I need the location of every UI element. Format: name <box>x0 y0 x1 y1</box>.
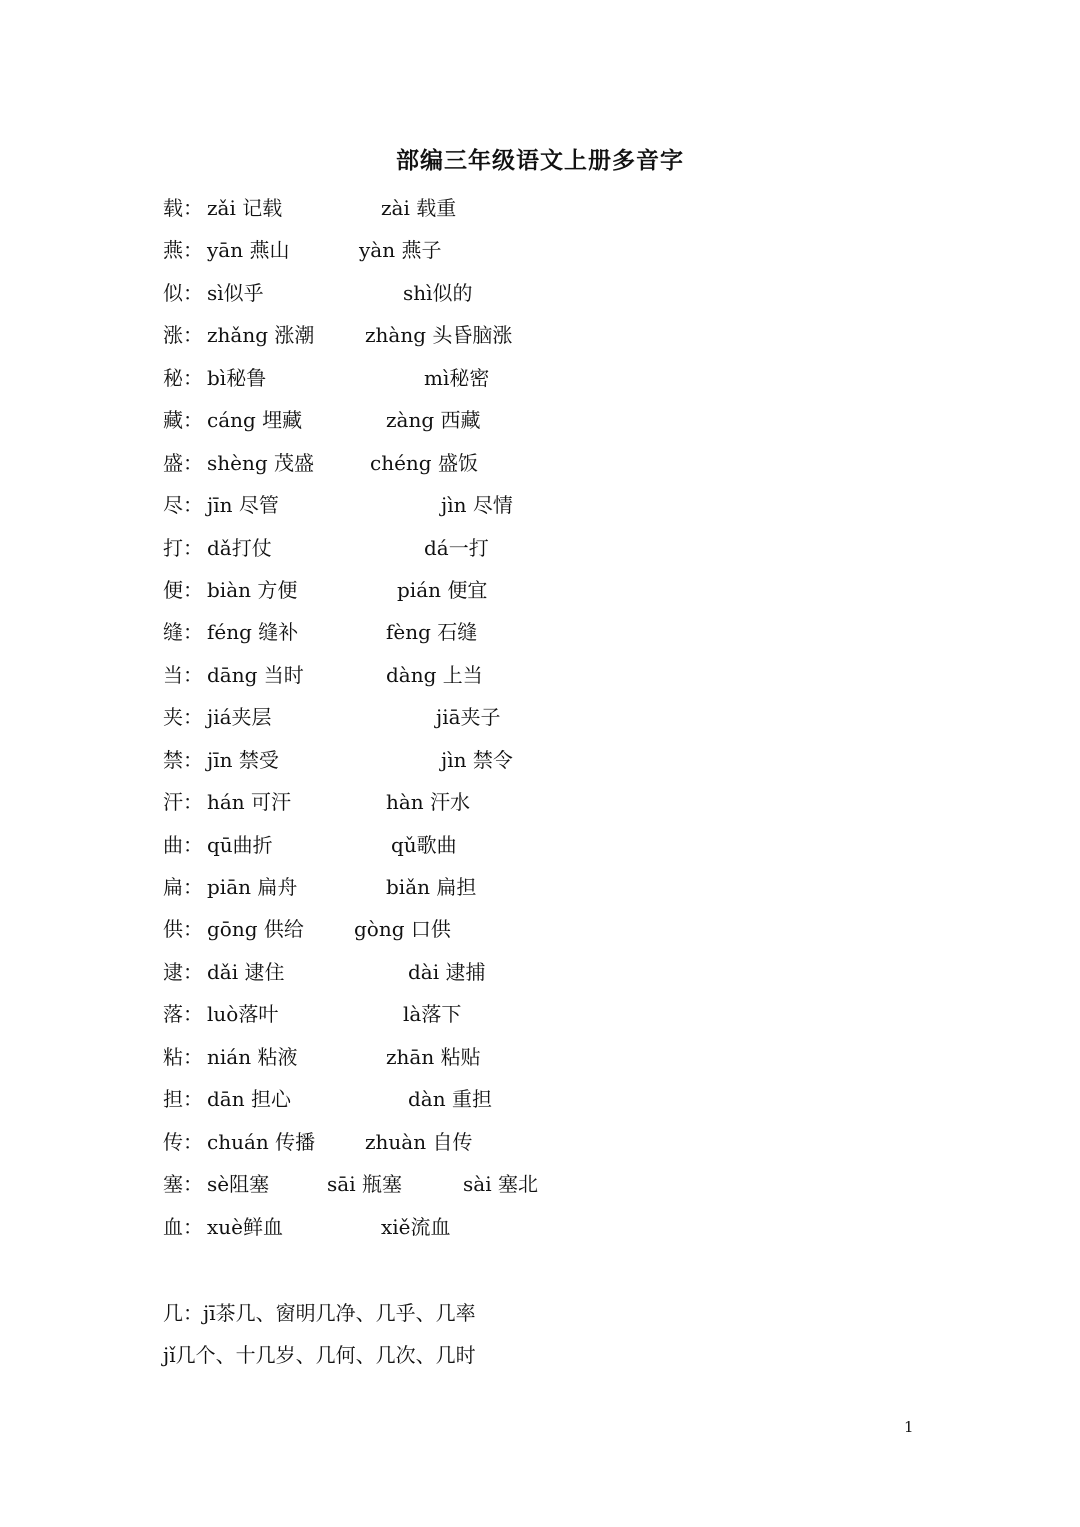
entry-reading-2: zhān 粘贴 <box>386 1044 481 1069</box>
entry-reading-2: dài 逮捕 <box>408 959 486 984</box>
entry-row <box>163 1121 923 1163</box>
entry-character: 粘： <box>163 1044 203 1069</box>
entry-reading-2: dàn 重担 <box>408 1087 492 1112</box>
entry-reading-1: gōng 供给 <box>207 917 304 942</box>
entry-reading-2: dá一打 <box>424 535 489 560</box>
entry-reading-1: jīn 尽管 <box>207 493 279 518</box>
entry-character: 盛： <box>163 450 203 475</box>
entry-character: 尽： <box>163 493 203 518</box>
entry-reading-1: shèng 茂盛 <box>207 450 315 475</box>
entry-reading-1: sì似乎 <box>207 280 264 305</box>
entry-row <box>163 1078 923 1120</box>
entry-reading-1: sè阻塞 <box>207 1172 270 1197</box>
entry-reading-2: hàn 汗水 <box>386 790 471 815</box>
entry-reading-2: gòng 口供 <box>354 917 451 942</box>
entry-character: 汗： <box>163 790 203 815</box>
entry-row <box>163 781 923 823</box>
entry-reading-1: féng 缝补 <box>207 620 299 645</box>
entry-reading-1: yān 燕山 <box>207 238 290 263</box>
entry-row <box>163 187 923 229</box>
entry-row <box>163 951 923 993</box>
entry-reading-1: piān 扁舟 <box>207 875 298 899</box>
entry-character: 逮： <box>163 959 203 984</box>
entry-reading-1: dǎ打仗 <box>207 535 272 560</box>
entry-character: 传： <box>163 1129 203 1154</box>
entry-character: 载： <box>163 196 203 220</box>
entry-character: 扁： <box>163 875 203 899</box>
entry-row <box>163 229 923 271</box>
entry-reading-2: mì秘密 <box>424 365 490 390</box>
entry-character: 燕： <box>163 238 203 263</box>
entry-character: 血： <box>163 1214 203 1239</box>
entry-row <box>163 611 923 653</box>
entry-row <box>163 1206 923 1248</box>
entry-character: 似： <box>163 280 203 305</box>
entry-character: 缝： <box>163 620 203 645</box>
ji-line-2: jǐ几个、十几岁、几何、几次、几时 <box>163 1343 476 1367</box>
entry-row <box>163 696 923 738</box>
page-number: 1 <box>904 1418 914 1436</box>
entry-reading-1: zǎi 记载 <box>207 196 283 220</box>
entry-reading-1: chuán 传播 <box>207 1129 316 1154</box>
entry-reading-2: xiě流血 <box>381 1214 451 1239</box>
entry-reading-2: yàn 燕子 <box>359 238 442 263</box>
entry-character: 落： <box>163 1002 203 1027</box>
entry-reading-2: zàng 西藏 <box>386 408 481 433</box>
entry-reading-2: shì似的 <box>403 280 473 305</box>
entry-reading-1: jīn 禁受 <box>207 747 279 772</box>
entry-row <box>163 357 923 399</box>
entry-row <box>163 399 923 441</box>
entry-character: 塞： <box>163 1172 203 1197</box>
ji-line-1: 几：jī茶几、窗明几净、几乎、几率 <box>163 1301 476 1325</box>
entry-reading-1: nián 粘液 <box>207 1044 298 1069</box>
entry-character: 藏： <box>163 408 203 433</box>
entry-character: 便： <box>163 577 203 602</box>
entry-reading-1: bì秘鲁 <box>207 365 267 390</box>
entry-reading-2: zhàng 头昏脑涨 <box>365 323 513 348</box>
entry-reading-2: là落下 <box>403 1002 462 1027</box>
entry-reading-1: hán 可汗 <box>207 790 292 815</box>
entry-reading-1: dǎi 逮住 <box>207 959 285 984</box>
entry-character: 禁： <box>163 747 203 772</box>
entry-character: 涨： <box>163 323 203 348</box>
entry-row <box>163 272 923 314</box>
entry-character: 打： <box>163 535 203 560</box>
entry-reading-2: biǎn 扁担 <box>386 875 477 899</box>
entry-reading-2: zhuàn 自传 <box>365 1129 473 1154</box>
entry-reading-1: zhǎng 涨潮 <box>207 323 315 348</box>
entry-reading-1: dāng 当时 <box>207 662 304 687</box>
entry-reading-2: pián 便宜 <box>397 577 488 602</box>
entry-row <box>163 993 923 1035</box>
page-title: 部编三年级语文上册多音字 <box>396 147 684 174</box>
entry-row <box>163 824 923 866</box>
entry-row <box>163 654 923 696</box>
entry-character: 夹： <box>163 705 203 730</box>
entry-reading-1: jiá夹层 <box>207 705 272 730</box>
entry-reading-2: dàng 上当 <box>386 662 483 687</box>
entry-row <box>163 442 923 484</box>
entry-row <box>163 527 923 569</box>
entry-reading-2: sāi 瓶塞 <box>327 1172 402 1197</box>
entry-reading-2: jìn 尽情 <box>441 493 513 518</box>
entry-reading-2: zài 载重 <box>381 196 457 220</box>
entry-row <box>163 1163 923 1205</box>
entry-row <box>163 314 923 356</box>
entry-character: 曲： <box>163 832 203 857</box>
entry-character: 当： <box>163 662 203 687</box>
entry-row <box>163 739 923 781</box>
entry-reading-3: sài 塞北 <box>463 1172 538 1197</box>
entry-character: 秘： <box>163 365 203 390</box>
entry-reading-1: cáng 埋藏 <box>207 408 303 433</box>
entry-row <box>163 908 923 950</box>
entry-reading-1: qū曲折 <box>207 832 273 857</box>
entry-reading-1: xuè鲜血 <box>207 1214 283 1239</box>
entry-row <box>163 569 923 611</box>
entry-row <box>163 866 923 908</box>
entry-reading-2: jìn 禁令 <box>441 747 513 772</box>
entry-reading-2: qǔ歌曲 <box>391 832 457 857</box>
polyphone-list <box>163 187 923 1248</box>
entry-row <box>163 1036 923 1078</box>
entry-reading-1: biàn 方便 <box>207 577 298 602</box>
entry-character: 担： <box>163 1087 203 1112</box>
entry-reading-2: chéng 盛饭 <box>370 450 478 475</box>
entry-reading-1: dān 担心 <box>207 1087 291 1112</box>
entry-reading-1: luò落叶 <box>207 1002 279 1027</box>
entry-reading-2: fèng 石缝 <box>386 620 478 645</box>
entry-character: 供： <box>163 917 203 942</box>
entry-row <box>163 484 923 526</box>
entry-reading-2: jiā夹子 <box>436 705 501 730</box>
